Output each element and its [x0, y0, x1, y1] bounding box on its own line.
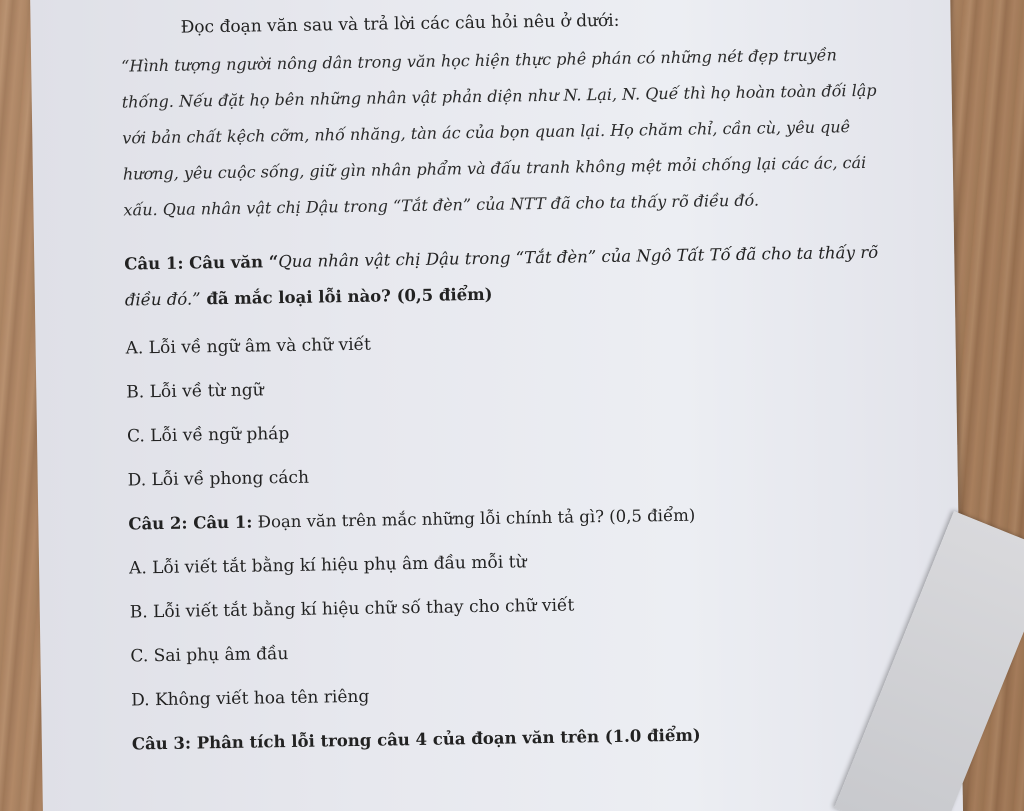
- question-1-suffix: đã mắc loại lỗi nào? (0,5 điểm): [200, 284, 493, 309]
- question-1-quote: Qua nhân vật chị Dậu trong “Tắt đèn” của Ngô Tất Tố đã cho ta thấy rõ điều đó.”: [124, 242, 879, 310]
- passage-text: “Hình tượng người nông dân trong văn học hiện thực phê phán có những nét đẹp truyền thống. Nếu đặt họ bên những nhân vật phản diện như N. Lại, N. Quế thì họ hoàn toàn đối lập với bản chất kệch cỡm, nhố nhăng, tàn ác của bọn quan lại. Họ chăm chỉ, cần cù, yêu quê hương, yêu cuộc sống, giữ gìn nhân phẩm và đấu tranh không mệt mỏi chống lại các ác, cái xấu. Qua nhân vật chị Dậu trong “Tắt đèn” của NTT đã cho ta thấy rõ điều đó.: [121, 45, 877, 220]
- question-1-option-c: C. Lỗi về ngữ pháp: [126, 423, 290, 447]
- question-2-option-d: D. Không viết hoa tên riêng: [131, 686, 370, 711]
- exam-content: [120, 7, 892, 767]
- question-1-option-a: A. Lỗi về ngữ âm và chữ viết: [125, 334, 372, 359]
- question-2-label: Câu 2: Câu 1:: [128, 512, 253, 534]
- question-1-label: Câu 1: Câu văn “: [124, 252, 279, 274]
- question-2-option-b: B. Lỗi viết tắt bằng kí hiệu chữ số thay cho chữ viết: [129, 595, 575, 623]
- question-1-option-d: D. Lỗi về phong cách: [127, 467, 310, 491]
- question-2-option-a: A. Lỗi viết tắt bằng kí hiệu phụ âm đầu mỗi từ: [128, 552, 527, 579]
- instruction-text: Đọc đoạn văn sau và trả lời các câu hỏi nêu ở dưới:: [180, 10, 620, 38]
- question-2-text: Đoạn văn trên mắc những lỗi chính tả gì? (0,5 điểm): [252, 505, 696, 532]
- question-1-option-b: B. Lỗi về từ ngữ: [126, 380, 264, 403]
- question-3: Câu 3: Phân tích lỗi trong câu 4 của đoạn văn trên (1.0 điểm): [131, 725, 701, 754]
- question-2-option-c: C. Sai phụ âm đầu: [130, 644, 289, 667]
- question-1: [124, 235, 885, 319]
- paper-sheet: [30, 0, 963, 811]
